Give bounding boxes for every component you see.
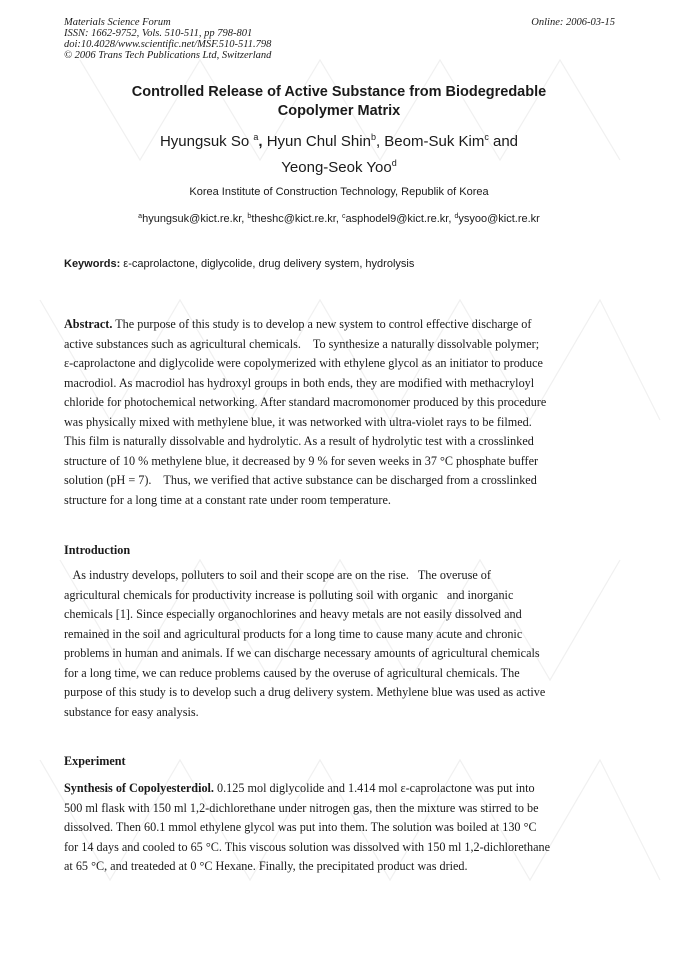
introduction-line: chemicals [1]. Since especially organochlorines and heavy metals are not easily dissolved and: [64, 607, 522, 621]
email-mark-a: a: [138, 213, 143, 220]
synthesis-subheading: Synthesis of Copolyesterdiol.: [64, 781, 214, 795]
introduction-line: agricultural chemicals for productivity increase is polluting soil with organic and inorganic: [64, 587, 514, 602]
keywords-text: ε-caprolactone, diglycolide, drug delivery system, hydrolysis: [120, 258, 415, 270]
abstract-line: [64, 315, 614, 335]
keywords: [64, 257, 614, 271]
abstract-line: was physically mixed with methylene blue, it was networked with ultra-violet rays to be filmed.: [64, 414, 532, 429]
abstract-line: structure of 10 % methylene blue, it decreased by 9 % for seven weeks in 37 °C phosphate buffer: [64, 453, 539, 468]
email-mark-b: b: [247, 213, 252, 220]
abstract-line: structure for a long time at a constant rate under room temperature.: [64, 492, 391, 507]
experiment-line: Synthesis of Copolyesterdiol. 0.125 mol diglycolide and 1.414 mol ε-caprolactone was put into: [64, 781, 535, 795]
abstract-line: This film is naturally dissolvable and hydrolytic. As a result of hydrolytic test with a crosslinked: [64, 434, 534, 448]
introduction-line: purpose of this study is to develop such a drug delivery system. Methylene blue was used as active: [64, 685, 546, 699]
authors-line-2: [64, 155, 614, 181]
email-a: hyungsuk@kict.re.kr,: [142, 213, 248, 225]
experiment-line: at 65 °C, and treateded at 0 °C Hexane. Finally, the precipitated product was dried.: [64, 859, 468, 873]
paper-title: [64, 83, 614, 121]
introduction-body: [64, 566, 614, 722]
email-mark-c: c: [341, 213, 346, 220]
abstract-label: Abstract.: [64, 317, 113, 331]
journal-header: [64, 17, 271, 61]
experiment-heading: Experiment: [64, 754, 126, 768]
introduction-heading: Introduction: [64, 543, 131, 557]
email-c: asphodel9@kict.re.kr,: [345, 213, 455, 225]
email-list: [64, 212, 614, 226]
experiment-line: dissolved. Then 60.1 mmol ethylene glycol was put into them. The solution was boiled at 130 °C: [64, 820, 537, 834]
author-4-mark: d: [391, 158, 397, 168]
author-separator: ,: [258, 133, 263, 150]
experiment-line: 500 ml flask with 150 ml 1,2-dichlorethane under nitrogen gas, then the mixture was stirred to be: [64, 800, 539, 815]
author-1: Hyungsuk So: [159, 133, 250, 150]
email-b: theshc@kict.re.kr,: [251, 213, 342, 225]
abstract-line: chloride for photochemical networking. After standard macromonomer produced by this procedure: [64, 395, 547, 409]
authors-and: and: [488, 133, 519, 150]
keywords-label: Keywords:: [64, 258, 121, 270]
copyright: © 2006 Trans Tech Publications Ltd, Switzerland: [64, 50, 272, 61]
introduction-line: remained in the soil and agricultural products for a long time to cause many acute and chronic: [64, 626, 523, 641]
experiment-line: for 14 days and cooled to 65 °C. This viscous solution was dissolved with 150 ml 1,2-dichlorethane: [64, 839, 551, 854]
email-d: ysyoo@kict.re.kr: [458, 213, 540, 225]
title-line-1: Controlled Release of Active Substance from Biodegredable: [131, 84, 547, 100]
abstract-line: macrodiol. As macrodiol has hydroxyl groups in both ends, they are modified with methacryloyl: [64, 375, 535, 390]
authors-line-1: [64, 129, 614, 155]
author-2: Hyun Chul Shin: [262, 133, 371, 150]
author-1-mark: a: [253, 132, 259, 142]
abstract: [64, 315, 614, 510]
issn: ISSN: 1662-9752, Vols. 510-511, pp 798-801: [64, 28, 253, 39]
introduction-line: As industry develops, polluters to soil and their scope are on the rise. The overuse of: [64, 568, 491, 582]
abstract-line: ε-caprolactone and diglycolide were copolymerized with ethylene glycol as an initiator to produce: [64, 356, 543, 370]
author-list: [64, 129, 614, 181]
author-3-mark: c: [484, 132, 489, 142]
introduction-line: problems in human and animals. If we can discharge necessary amounts of agricultural chemicals: [64, 646, 540, 660]
email-mark-d: d: [454, 213, 459, 220]
abstract-text: The purpose of this study is to develop a new system to control effective discharge of: [112, 317, 532, 331]
doi: doi:10.4028/www.scientific.net/MSF.510-511.798: [64, 39, 272, 50]
online-date: Online: 2006-03-15: [531, 17, 615, 28]
journal-name: Materials Science Forum: [64, 17, 171, 28]
author-3: , Beom-Suk Kim: [375, 133, 485, 150]
affiliation: Korea Institute of Construction Technology, Republik of Korea: [189, 186, 489, 198]
abstract-line: solution (pH = 7). Thus, we verified that active substance can be discharged from a crosslinked: [64, 473, 537, 487]
title-line-2: Copolymer Matrix: [277, 103, 401, 119]
author-2-mark: b: [370, 132, 376, 142]
introduction-line: substance for easy analysis.: [64, 704, 199, 719]
author-4: Yeong-Seok Yoo: [281, 159, 392, 176]
abstract-line: active substances such as agricultural chemicals. To synthesize a naturally dissolvable polymer;: [64, 336, 540, 351]
experiment-body: [64, 779, 614, 877]
introduction-line: for a long time, we can reduce problems caused by the overuse of agricultural chemicals. The: [64, 665, 520, 680]
